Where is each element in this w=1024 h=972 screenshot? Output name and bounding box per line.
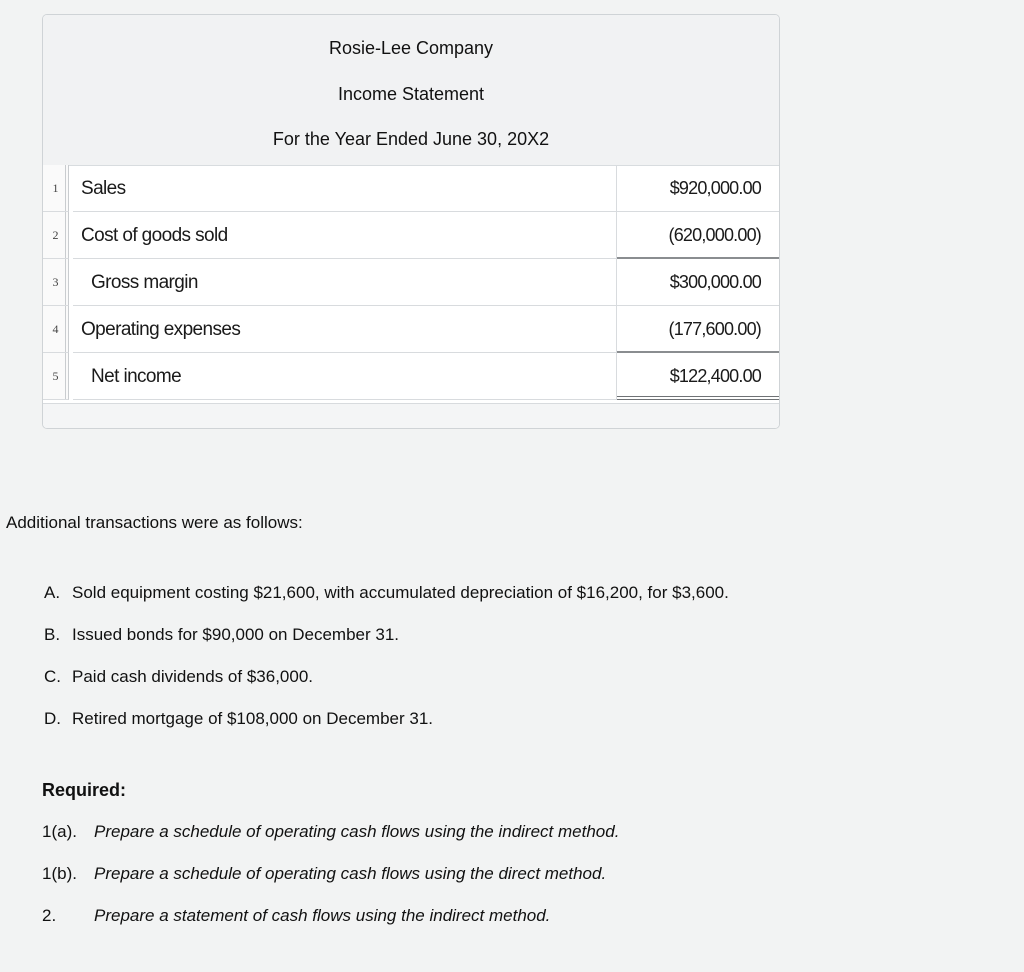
required-item	[42, 863, 619, 905]
required-heading: Required:	[42, 780, 127, 800]
required-item-text: Prepare a statement of cash flows using the indirect method.	[94, 906, 551, 925]
item-text: Retired mortgage of $108,000 on December 31.	[72, 709, 434, 728]
item-letter: A.	[44, 583, 61, 602]
list-item	[44, 582, 729, 624]
transactions-list	[44, 582, 729, 750]
row-label: Gross margin	[73, 259, 617, 306]
required-item	[42, 821, 619, 863]
row-amount: (620,000.00)	[617, 212, 780, 259]
item-text: Paid cash dividends of $36,000.	[72, 667, 314, 686]
table-row	[43, 353, 780, 400]
table-row	[43, 306, 780, 353]
required-item-text: Prepare a schedule of operating cash flows using the direct method.	[94, 864, 607, 883]
statement-header	[43, 15, 779, 166]
row-amount: $122,400.00	[617, 353, 780, 400]
statement-period: For the Year Ended June 30, 20X2	[272, 129, 550, 149]
list-item	[44, 666, 729, 708]
row-amount: (177,600.00)	[617, 306, 780, 353]
row-amount: $300,000.00	[617, 259, 780, 306]
income-statement-table	[42, 14, 780, 429]
row-number: 5	[43, 353, 69, 400]
table-row	[43, 212, 780, 259]
item-letter: C.	[44, 667, 61, 686]
list-item	[44, 708, 729, 750]
required-item-number: 2.	[42, 906, 57, 925]
row-label: Sales	[73, 165, 617, 212]
required-item	[42, 905, 619, 947]
table-row	[43, 165, 780, 212]
row-label: Cost of goods sold	[73, 212, 617, 259]
row-label: Operating expenses	[73, 306, 617, 353]
table-footer	[43, 403, 779, 429]
list-item	[44, 624, 729, 666]
required-item-text: Prepare a schedule of operating cash flows using the indirect method.	[94, 822, 620, 841]
required-item-number: 1(a).	[42, 822, 77, 841]
row-amount: $920,000.00	[617, 165, 780, 212]
row-number: 2	[43, 212, 69, 259]
row-number: 4	[43, 306, 69, 353]
item-letter: D.	[44, 709, 61, 728]
row-number: 3	[43, 259, 69, 306]
transactions-intro: Additional transactions were as follows:	[6, 513, 303, 532]
row-number: 1	[43, 165, 69, 212]
company-name: Rosie-Lee Company	[328, 38, 494, 58]
required-list	[42, 821, 619, 947]
table-row	[43, 259, 780, 306]
row-label: Net income	[73, 353, 617, 400]
statement-title: Income Statement	[337, 84, 485, 104]
item-letter: B.	[44, 625, 61, 644]
required-item-number: 1(b).	[42, 864, 77, 883]
item-text: Issued bonds for $90,000 on December 31.	[72, 625, 399, 644]
item-text: Sold equipment costing $21,600, with accumulated depreciation of $16,200, for $3,600.	[72, 583, 729, 602]
